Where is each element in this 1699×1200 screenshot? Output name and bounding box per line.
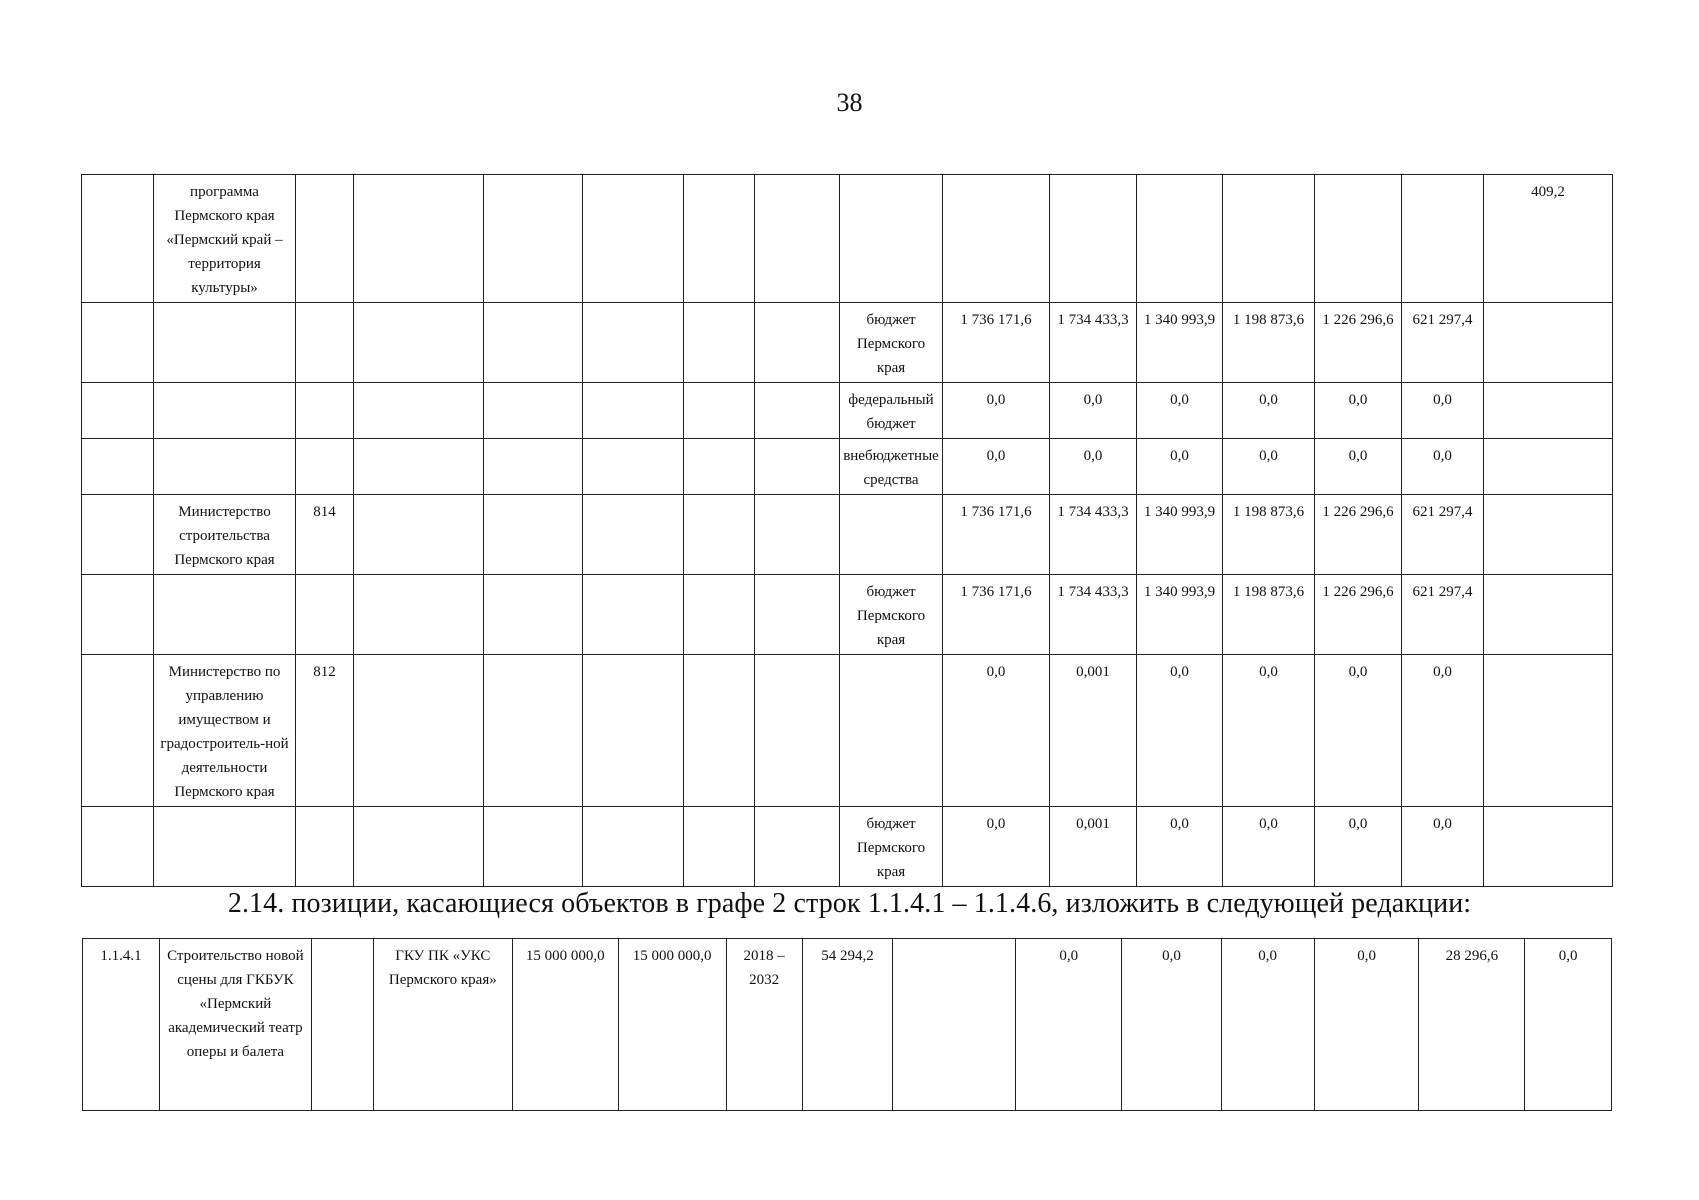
amount-cell xyxy=(755,303,840,383)
source-cell: федеральный бюджет xyxy=(840,383,943,439)
table-row xyxy=(82,807,1613,887)
period-cell: 2018 – 2032 xyxy=(726,939,802,1111)
total-cell xyxy=(1484,655,1613,807)
name-cell xyxy=(154,439,296,495)
code-cell xyxy=(296,807,354,887)
code-cell xyxy=(296,383,354,439)
value-cell: 1 226 296,6 xyxy=(1315,303,1402,383)
cost-cell xyxy=(484,495,583,575)
value-cell: 0,0 xyxy=(1402,383,1484,439)
row-number-cell xyxy=(82,439,154,495)
cost-cell xyxy=(583,575,684,655)
period-cell xyxy=(684,175,755,303)
code-cell: 814 xyxy=(296,495,354,575)
table-row xyxy=(82,495,1613,575)
value-cell: 1 226 296,6 xyxy=(1315,495,1402,575)
source-cell xyxy=(840,655,943,807)
code-cell xyxy=(296,175,354,303)
amount-cell xyxy=(755,439,840,495)
cost-cell xyxy=(583,383,684,439)
value-cell: 0,0 xyxy=(943,383,1050,439)
executor-cell xyxy=(354,807,484,887)
section-heading: 2.14. позиции, касающиеся объектов в графе 2 строк 1.1.4.1 – 1.1.4.6, изложить в следующей редакции: xyxy=(227,888,1472,919)
value-cell: 0,0 xyxy=(1221,939,1314,1111)
value-cell: 0,0 xyxy=(1016,939,1122,1111)
period-cell xyxy=(684,383,755,439)
table-row xyxy=(82,655,1613,807)
executor-cell xyxy=(354,495,484,575)
page-number: 38 xyxy=(836,88,863,117)
value-cell xyxy=(1137,175,1223,303)
value-cell: 0,001 xyxy=(1050,655,1137,807)
value-cell: 0,0 xyxy=(1525,939,1612,1111)
value-cell: 0,0 xyxy=(1315,383,1402,439)
total-cell xyxy=(1484,303,1613,383)
cost-cell xyxy=(484,383,583,439)
executor-cell xyxy=(354,383,484,439)
row-number-cell xyxy=(82,303,154,383)
value-cell: 0,0 xyxy=(943,807,1050,887)
total-cell: 409,2 xyxy=(1484,175,1613,303)
total-cell xyxy=(1484,575,1613,655)
value-cell: 0,0 xyxy=(1314,939,1419,1111)
row-number-cell xyxy=(82,383,154,439)
value-cell: 621 297,4 xyxy=(1402,495,1484,575)
executor-cell xyxy=(354,575,484,655)
value-cell: 0,0 xyxy=(1137,807,1223,887)
name-cell xyxy=(154,303,296,383)
period-cell xyxy=(684,575,755,655)
row-number-cell xyxy=(82,655,154,807)
value-cell: 1 736 171,6 xyxy=(943,575,1050,655)
cost-cell xyxy=(484,175,583,303)
value-cell: 0,0 xyxy=(1122,939,1221,1111)
source-cell: бюджет Пермского края xyxy=(840,807,943,887)
source-cell: бюджет Пермского края xyxy=(840,575,943,655)
executor-cell: ГКУ ПК «УКС Пермского края» xyxy=(373,939,512,1111)
cost-cell xyxy=(484,807,583,887)
objects-table xyxy=(82,938,1612,1111)
value-cell: 1 198 873,6 xyxy=(1223,495,1315,575)
value-cell: 1 340 993,9 xyxy=(1137,495,1223,575)
value-cell: 0,0 xyxy=(1050,383,1137,439)
code-cell: 812 xyxy=(296,655,354,807)
cost-cell xyxy=(583,439,684,495)
value-cell: 1 736 171,6 xyxy=(943,495,1050,575)
cost-cell: 15 000 000,0 xyxy=(618,939,726,1111)
table-row xyxy=(82,383,1613,439)
cost-cell xyxy=(583,807,684,887)
value-cell: 0,0 xyxy=(1223,655,1315,807)
table-row xyxy=(83,939,1612,1111)
cost-cell xyxy=(583,655,684,807)
value-cell: 1 734 433,3 xyxy=(1050,303,1137,383)
name-cell xyxy=(154,807,296,887)
total-cell xyxy=(1484,495,1613,575)
value-cell: 0,0 xyxy=(1137,383,1223,439)
row-number-cell xyxy=(82,495,154,575)
value-cell: 1 198 873,6 xyxy=(1223,303,1315,383)
amount-cell xyxy=(755,575,840,655)
code-cell xyxy=(296,303,354,383)
value-cell: 1 340 993,9 xyxy=(1137,575,1223,655)
source-cell xyxy=(840,175,943,303)
value-cell: 0,0 xyxy=(943,655,1050,807)
name-cell xyxy=(154,383,296,439)
cost-cell xyxy=(583,175,684,303)
value-cell: 28 296,6 xyxy=(1419,939,1525,1111)
value-cell: 0,0 xyxy=(1315,439,1402,495)
period-cell xyxy=(684,303,755,383)
table-row xyxy=(82,303,1613,383)
amount-cell xyxy=(755,655,840,807)
row-number: 1.1.4.1 xyxy=(83,939,160,1111)
executor-cell xyxy=(354,303,484,383)
cost-cell xyxy=(484,439,583,495)
value-cell xyxy=(1223,175,1315,303)
value-cell: 0,0 xyxy=(1137,655,1223,807)
source-cell xyxy=(893,939,1016,1111)
value-cell: 0,001 xyxy=(1050,807,1137,887)
value-cell: 0,0 xyxy=(1315,807,1402,887)
value-cell: 1 226 296,6 xyxy=(1315,575,1402,655)
total-cell xyxy=(1484,383,1613,439)
value-cell: 1 736 171,6 xyxy=(943,303,1050,383)
total-cell xyxy=(1484,439,1613,495)
amount-cell xyxy=(755,807,840,887)
value-cell: 621 297,4 xyxy=(1402,303,1484,383)
source-cell: внебюджетные средства xyxy=(840,439,943,495)
table-row xyxy=(82,175,1613,303)
code-cell xyxy=(296,575,354,655)
name-cell: программа Пермского края «Пермский край – территория культуры» xyxy=(154,175,296,303)
value-cell: 0,0 xyxy=(1402,807,1484,887)
amount-cell xyxy=(755,383,840,439)
value-cell xyxy=(943,175,1050,303)
value-cell: 1 198 873,6 xyxy=(1223,575,1315,655)
budget-table-continued xyxy=(81,174,1613,887)
value-cell: 0,0 xyxy=(1050,439,1137,495)
table-row xyxy=(82,439,1613,495)
name-cell: Министерство строительства Пермского края xyxy=(154,495,296,575)
value-cell xyxy=(1050,175,1137,303)
executor-cell xyxy=(354,439,484,495)
source-cell xyxy=(840,495,943,575)
value-cell: 0,0 xyxy=(1223,383,1315,439)
cost-cell xyxy=(583,495,684,575)
cost-cell xyxy=(484,575,583,655)
total-cell xyxy=(1484,807,1613,887)
value-cell: 0,0 xyxy=(1223,807,1315,887)
value-cell: 0,0 xyxy=(1402,439,1484,495)
period-cell xyxy=(684,655,755,807)
source-cell: бюджет Пермского края xyxy=(840,303,943,383)
value-cell: 1 340 993,9 xyxy=(1137,303,1223,383)
executor-cell xyxy=(354,655,484,807)
value-cell: 1 734 433,3 xyxy=(1050,495,1137,575)
code-cell xyxy=(296,439,354,495)
row-number-cell xyxy=(82,575,154,655)
value-cell xyxy=(1315,175,1402,303)
name-cell: Министерство по управлению имуществом и градостроитель-ной деятельности Пермского края xyxy=(154,655,296,807)
row-number-cell xyxy=(82,807,154,887)
value-cell: 0,0 xyxy=(1402,655,1484,807)
cost-cell xyxy=(583,303,684,383)
cost-cell xyxy=(484,655,583,807)
period-cell xyxy=(684,439,755,495)
period-cell xyxy=(684,807,755,887)
object-name: Строительство новой сцены для ГКБУК «Пермский академический театр оперы и балета xyxy=(159,939,311,1111)
executor-cell xyxy=(354,175,484,303)
table-row xyxy=(82,575,1613,655)
code-cell xyxy=(311,939,373,1111)
value-cell: 0,0 xyxy=(943,439,1050,495)
value-cell xyxy=(1402,175,1484,303)
name-cell xyxy=(154,575,296,655)
cost-cell: 15 000 000,0 xyxy=(512,939,618,1111)
amount-cell xyxy=(755,495,840,575)
amount-cell: 54 294,2 xyxy=(802,939,893,1111)
cost-cell xyxy=(484,303,583,383)
value-cell: 0,0 xyxy=(1315,655,1402,807)
period-cell xyxy=(684,495,755,575)
value-cell: 1 734 433,3 xyxy=(1050,575,1137,655)
value-cell: 621 297,4 xyxy=(1402,575,1484,655)
value-cell: 0,0 xyxy=(1137,439,1223,495)
amount-cell xyxy=(755,175,840,303)
row-number-cell xyxy=(82,175,154,303)
value-cell: 0,0 xyxy=(1223,439,1315,495)
